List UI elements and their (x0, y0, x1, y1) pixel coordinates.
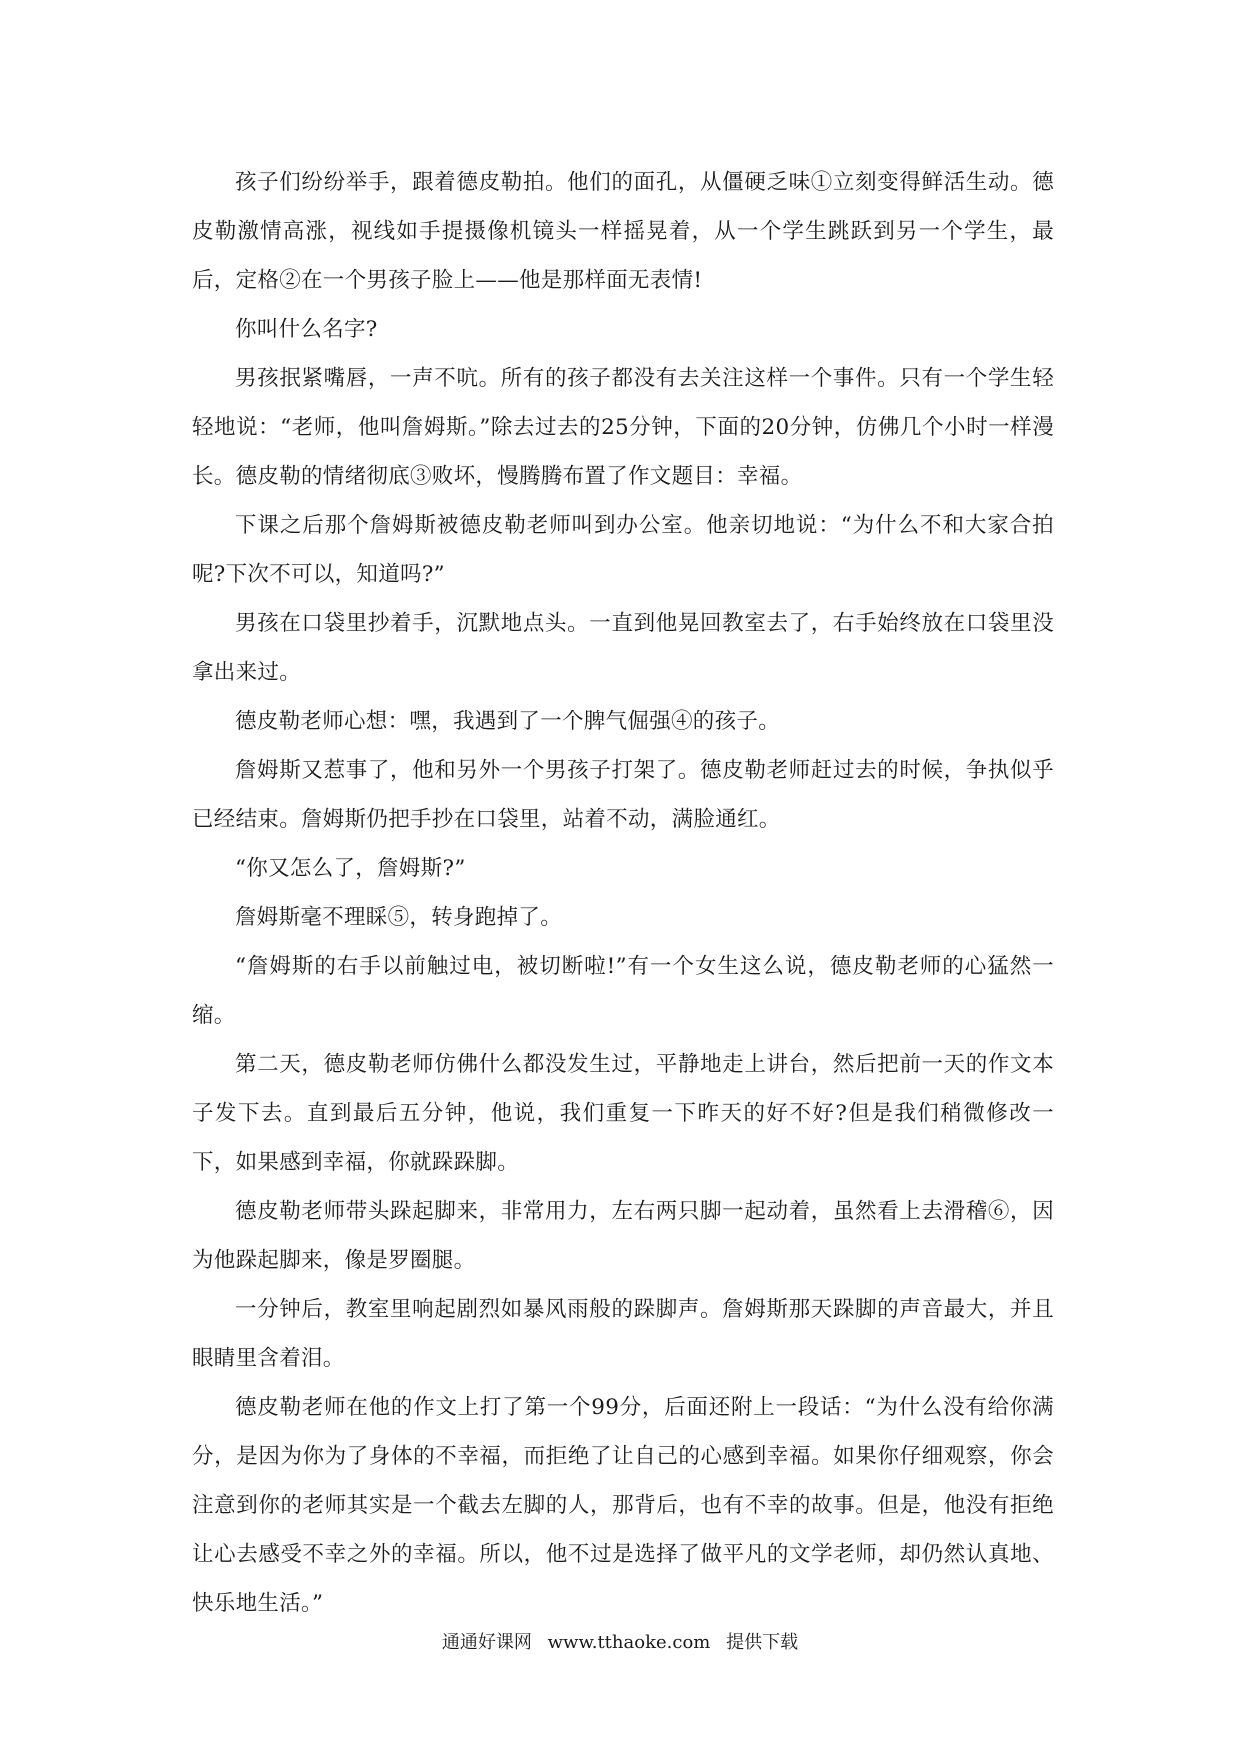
paragraph-12: 德皮勒老师带头跺起脚来，非常用力，左右两只脚一起动着，虽然看上去滑稽⑥，因为他跺起脚来，像是罗圈腿。 (192, 1199, 1054, 1273)
footer-suffix: 提供下载 (726, 1632, 799, 1653)
article-body (192, 158, 1054, 1628)
page-footer (0, 1628, 1240, 1654)
paragraph-7: 詹姆斯又惹事了，他和另外一个男孩子打架了。德皮勒老师赶过去的时候，争执似乎已经结束。詹姆斯仍把手抄在口袋里，站着不动，满脸通红。 (192, 758, 1054, 832)
paragraph-1: 孩子们纷纷举手，跟着德皮勒拍。他们的面孔，从僵硬乏味①立刻变得鲜活生动。德皮勒激情高涨，视线如手提摄像机镜头一样摇晃着，从一个学生跳跃到另一个学生，最后，定格②在一个男孩子脸上——他是那样面无表情! (192, 170, 1054, 293)
paragraph-2: 你叫什么名字? (235, 317, 378, 342)
paragraph-4: 下课之后那个詹姆斯被德皮勒老师叫到办公室。他亲切地说：“为什么不和大家合拍呢?下次不可以，知道吗?” (192, 513, 1054, 587)
footer-url[interactable]: www.tthaoke.com (547, 1632, 711, 1653)
paragraph-14: 德皮勒老师在他的作文上打了第一个99分，后面还附上一段话：“为什么没有给你满分，是因为你为了身体的不幸福，而拒绝了让自己的心感到幸福。如果你仔细观察，你会注意到你的老师其实是一个截去左脚的人，那背后，也有不幸的故事。但是，他没有拒绝让心去感受不幸之外的幸福。所以，他不过是选择了做平凡的文学老师，却仍然认真地、快乐地生活。” (192, 1395, 1054, 1616)
paragraph-11: 第二天，德皮勒老师仿佛什么都没发生过，平静地走上讲台，然后把前一天的作文本子发下去。直到最后五分钟，他说，我们重复一下昨天的好不好?但是我们稍微修改一下，如果感到幸福，你就跺跺脚。 (192, 1052, 1054, 1175)
paragraph-6: 德皮勒老师心想：嘿，我遇到了一个脾气倔强④的孩子。 (235, 709, 781, 734)
footer-site-name: 通通好课网 (441, 1632, 532, 1653)
paragraph-8: “你又怎么了，詹姆斯?” (235, 856, 466, 881)
paragraph-10: “詹姆斯的右手以前触过电，被切断啦!”有一个女生这么说，德皮勒老师的心猛然一缩。 (192, 954, 1054, 1028)
paragraph-5: 男孩在口袋里抄着手，沉默地点头。一直到他晃回教室去了，右手始终放在口袋里没拿出来过。 (192, 611, 1054, 685)
paragraph-9: 詹姆斯毫不理睬⑤，转身跑掉了。 (235, 905, 563, 930)
paragraph-13: 一分钟后，教室里响起剧烈如暴风雨般的跺脚声。詹姆斯那天跺脚的声音最大，并且眼睛里含着泪。 (192, 1297, 1054, 1371)
paragraph-3: 男孩抿紧嘴唇，一声不吭。所有的孩子都没有去关注这样一个事件。只有一个学生轻轻地说：“老师，他叫詹姆斯。”除去过去的25分钟，下面的20分钟，仿佛几个小时一样漫长。德皮勒的情绪彻底③败坏，慢腾腾布置了作文题目：幸福。 (192, 366, 1054, 489)
